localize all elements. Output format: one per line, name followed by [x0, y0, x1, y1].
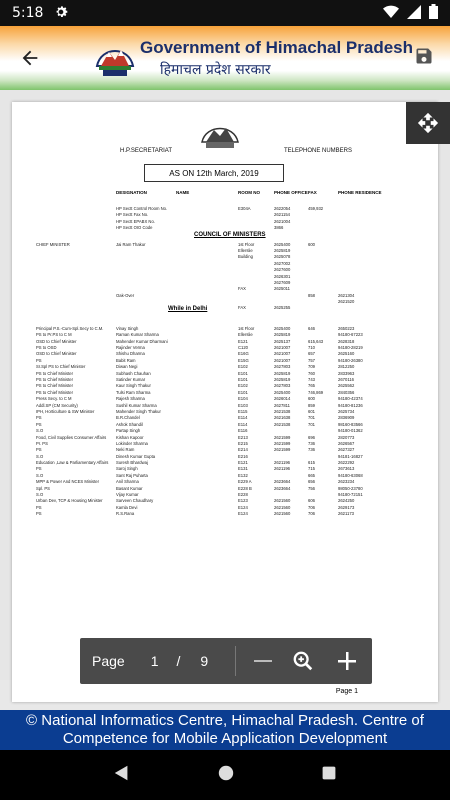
cell-phone-office: 2621538 — [274, 421, 291, 427]
cell-name: HP Sectt Fax No. — [116, 212, 149, 218]
cell-name: Sushil Kumar Sharma — [116, 402, 157, 408]
page-separator: / — [176, 653, 181, 669]
cell-designation: PS to Pr.PS to C M — [36, 332, 72, 338]
cell-designation: PS — [36, 511, 42, 517]
cell-room: E15G — [238, 357, 249, 363]
cell-room: E16G — [238, 351, 249, 357]
cell-name: Raman Kumar Sharma — [116, 332, 159, 338]
cell-phone-office: 2621004 — [274, 218, 291, 224]
cell-room: E102 — [238, 383, 248, 389]
cell-room: E101 — [238, 370, 248, 376]
cell-name: Jai Ram Thakur — [116, 241, 146, 247]
cell-fax: 656 — [308, 479, 315, 485]
cell-room: Ellerslie — [238, 332, 253, 338]
status-time: 5:18 — [12, 5, 44, 21]
cell-fax: 756 — [308, 485, 315, 491]
cell-designation: OSD to Chief Minister — [36, 338, 77, 344]
status-bar — [0, 0, 450, 26]
column-phone-office: PHONE OFFICE — [274, 190, 308, 195]
cell-name: Kaur Singh Thakur — [116, 383, 151, 389]
cell-room: E228 B — [238, 485, 252, 491]
cell-name: R.S.Rana — [116, 511, 135, 517]
cell-name: Saroj Singh — [116, 466, 138, 472]
cell-designation: Food, Civil Supplies Consumer Affairs — [36, 434, 107, 440]
document-page-footer: Page 1 — [335, 688, 358, 695]
column-fax: FAX — [308, 190, 317, 195]
himachal-emblem-logo — [95, 36, 135, 78]
zoom-out-button[interactable] — [250, 648, 276, 674]
cell-phone-office: 2625137 — [274, 338, 291, 344]
cell-designation: IPH, Horticulture & SW Minister — [36, 408, 95, 414]
cell-designation: S.O — [36, 428, 44, 434]
cell-name: B.R.Chandel — [116, 415, 140, 421]
cell-room: E114 — [238, 415, 248, 421]
cell-room: E213 — [238, 434, 248, 440]
cell-phone-office: 2621560 — [274, 498, 291, 504]
cell-phone-residence: 2820773 — [338, 434, 355, 440]
cell-phone-office: 2621560 — [274, 511, 291, 517]
total-pages: 9 — [200, 653, 209, 669]
cell-room: E229 A — [238, 479, 252, 485]
cell-name: Diwan Negi — [116, 364, 138, 370]
pdf-viewer[interactable] — [0, 90, 450, 695]
cell-designation: PS — [36, 357, 42, 363]
cell-room: 1st Floor — [238, 325, 255, 331]
cell-phone-office: 2625078 — [274, 254, 291, 260]
cell-phone-office: 2627609 — [274, 279, 291, 285]
cell-name: Babit Ram — [116, 357, 136, 363]
cell-fax: 757 — [308, 357, 315, 363]
cell-fax: 615,643 — [308, 338, 324, 344]
nav-back-icon[interactable] — [113, 764, 131, 787]
cell-fax: 746,869 — [308, 389, 324, 395]
cell-name: Satinder Kumar — [116, 376, 146, 382]
cell-fax: 615 — [308, 460, 315, 466]
cell-room: E101 — [238, 389, 248, 395]
cell-designation: PS to Chief Minister — [36, 370, 74, 376]
cell-phone-residence: 2623234 — [338, 479, 355, 485]
cell-fax: 600 — [308, 396, 315, 402]
cell-name: Lokinder Sharma — [116, 440, 148, 446]
cell-phone-residence: 2625160 — [338, 351, 355, 357]
cell-name: HP Sectt EPABX No. — [116, 218, 155, 224]
document-date-box — [144, 164, 284, 182]
cell-phone-office: 2626014 — [274, 396, 291, 402]
cell-phone-office: 2621007 — [274, 351, 291, 357]
cell-phone-residence: 94180-28219 — [338, 345, 363, 351]
page-label: Page — [92, 653, 125, 669]
section-while-in-delhi: While in Delhi — [168, 306, 208, 312]
column-room: ROOM NO — [238, 190, 260, 195]
cell-phone-residence: 94180-42374 — [338, 396, 363, 402]
cell-phone-residence: 94181-16827 — [338, 453, 363, 459]
table-row — [36, 511, 416, 517]
column-phone-residence: PHONE RESIDENCE — [338, 190, 382, 195]
cell-designation: OSD to Chief Minister — [36, 351, 77, 357]
cell-phone-office: 2621007 — [274, 357, 291, 363]
cell-name: Rajinder Verma — [116, 345, 145, 351]
cell-phone-office: 2621538 — [274, 408, 291, 414]
cell-name: Tulsi Ram Sharma — [116, 389, 151, 395]
document-table — [36, 206, 416, 518]
nav-home-icon[interactable] — [217, 764, 235, 787]
cell-name: Ashok Shandil — [116, 421, 143, 427]
cell-designation: PS — [36, 504, 42, 510]
current-page[interactable]: 1 — [150, 653, 159, 669]
cell-fax: 701 — [308, 421, 315, 427]
cell-phone-office: 2625819 — [274, 332, 291, 338]
cell-phone-office: 2627803 — [274, 383, 291, 389]
cell-phone-office: 2625819 — [274, 376, 291, 382]
cell-phone-residence: 94180-72151 — [338, 492, 363, 498]
wifi-icon — [383, 5, 399, 22]
zoom-fit-button[interactable] — [290, 648, 316, 674]
cell-name: Neki Ram — [116, 447, 135, 453]
cell-room: E214 — [238, 447, 248, 453]
cell-designation: CHIEF MINISTER — [36, 241, 70, 247]
header-title-english: Government of Himachal Pradesh — [140, 38, 414, 57]
cell-phone-office: 2625819 — [274, 247, 291, 253]
cell-fax: 706 — [308, 504, 315, 510]
cell-name: Shishu Dharma — [116, 351, 145, 357]
cell-name: Vijay Kumar — [116, 492, 139, 498]
cell-fax: 657 — [308, 351, 315, 357]
cell-phone-residence: 2622292 — [338, 460, 355, 466]
cell-phone-office: 2625400 — [274, 241, 291, 247]
cell-room: 1st Floor — [238, 241, 255, 247]
cell-name: Suresh Bhardwaj — [116, 460, 148, 466]
cell-room: E103 — [238, 402, 248, 408]
cell-fax: 601 — [308, 408, 315, 414]
cell-name: Kamla Devi — [116, 504, 138, 510]
cell-room: E124 — [238, 511, 248, 517]
cell-name: Mahender Kumar Dharmani — [116, 338, 168, 344]
cell-name: Sant Raj Puharta — [116, 472, 148, 478]
cell-phone-residence: 94180-26380 — [338, 357, 363, 363]
document-title: TELEPHONE NUMBERS — [284, 148, 353, 154]
system-navigation-bar — [0, 750, 450, 800]
cell-phone-residence: 94180-63068 — [338, 472, 363, 478]
cell-phone-office: 2621599 — [274, 447, 291, 453]
cell-designation: Spl. PS — [36, 485, 50, 491]
cell-designation: Press Secy. to C M — [36, 396, 72, 402]
cell-name: Oak-Over — [116, 292, 135, 298]
cell-phone-office: 3866 — [274, 225, 284, 231]
cell-fax: 736 — [308, 447, 315, 453]
page-navigation-bar — [80, 638, 372, 684]
section-council-of-ministers: COUNCIL OF MINISTERS — [194, 232, 266, 238]
credits-footer — [0, 710, 450, 750]
battery-icon — [429, 4, 438, 22]
minus-icon — [254, 659, 272, 663]
cell-room: E124 — [238, 504, 248, 510]
cell-designation: Urban Dev, TCP & Housing Minister — [36, 498, 103, 504]
cell-room: E228 — [238, 492, 248, 498]
cell-fax: 665 — [308, 472, 315, 478]
cell-name: Partap Singh — [116, 428, 141, 434]
cell-designation: Sr.Spl PS to Chief Minister — [36, 364, 86, 370]
cell-room: FAX — [238, 286, 246, 292]
cell-phone-office: 2621196 — [274, 466, 290, 472]
cell-designation: PS to OSD — [36, 345, 57, 351]
cell-phone-office: 2621154 — [274, 212, 290, 218]
column-designation: DESIGNATION — [116, 190, 147, 195]
header-title-hindi: हिमाचल प्रदेश सरकार — [160, 62, 271, 78]
cell-room: E216 — [238, 453, 248, 459]
cell-designation: MPP & Power And NCES Minister — [36, 479, 99, 485]
cell-designation: S.O — [36, 472, 44, 478]
cell-designation: PS to Chief Minister — [36, 376, 74, 382]
table-row — [36, 225, 416, 231]
cell-room: E123 — [238, 498, 248, 504]
cell-name: HP Sectt Control Room No. — [116, 206, 168, 211]
document-as-on: AS ON 12th March, 2019 — [169, 168, 259, 178]
cell-phone-office: 2623664 — [274, 479, 291, 485]
cell-phone-residence: 94180-67223 — [338, 332, 363, 338]
cell-name: Rajesh Sharma — [116, 396, 145, 402]
cell-designation: PS to Chief Minister — [36, 383, 74, 389]
cell-fax: 706 — [308, 511, 315, 517]
cell-designation: S.O — [36, 453, 44, 459]
cell-phone-residence: 2621520 — [338, 299, 355, 305]
cell-phone-residence: 2626567 — [338, 440, 355, 446]
cell-room: E116 — [238, 428, 248, 434]
cell-fax: 743 — [308, 376, 315, 382]
cell-room: C120 — [238, 345, 249, 351]
cell-designation: S.O — [36, 492, 44, 498]
cell-fax: 646 — [308, 325, 315, 331]
pdf-page — [12, 102, 438, 702]
cell-name: Subhash Chauhan — [116, 370, 151, 376]
cell-phone-office: 2625011 — [274, 286, 290, 292]
cell-designation: Principal P.S.-Cum-Spl.Secy to C.M. — [36, 325, 104, 331]
cell-phone-residence: 2625562 — [338, 383, 355, 389]
cell-phone-residence: 2650223 — [338, 325, 355, 331]
cell-fax: 701 — [308, 415, 315, 421]
cell-fax: 606 — [308, 498, 315, 504]
cell-room: Building — [238, 254, 253, 260]
footer-line-1: © National Informatics Centre, Himachal Pradesh. Centre of — [26, 712, 424, 729]
cell-phone-residence: 2628318 — [338, 338, 355, 344]
cell-name: Kishan Kapoor — [116, 434, 144, 440]
cell-name: Mahender Singh Thakur — [116, 408, 161, 414]
cell-room: E121 — [238, 338, 248, 344]
cell-fax: 760 — [308, 370, 315, 376]
cell-fax: 710 — [308, 345, 315, 351]
move-arrows-icon — [417, 112, 439, 134]
cell-fax: 765 — [308, 383, 315, 389]
cell-phone-office: 2625400 — [274, 325, 291, 331]
cell-fax: 859 — [308, 402, 315, 408]
cell-phone-residence: 2621304 — [338, 292, 355, 298]
cell-phone-office: 2621196 — [274, 460, 290, 466]
cell-phone-office: 2627600 — [274, 267, 291, 273]
cell-room: E304A — [238, 206, 251, 211]
cell-fax: 709 — [308, 364, 315, 370]
cell-phone-office: 2621599 — [274, 440, 291, 446]
cell-room: E101 — [238, 376, 248, 382]
cell-phone-office: 2621007 — [274, 345, 291, 351]
cell-room: E215 — [238, 440, 248, 446]
zoom-magnifier-icon — [292, 650, 314, 672]
nav-recents-icon[interactable] — [321, 765, 337, 786]
cell-fax: 736 — [308, 440, 315, 446]
cell-phone-residence: 2812250 — [338, 364, 355, 370]
cell-phone-office: 2625255 — [274, 305, 291, 311]
cell-designation: PS — [36, 415, 42, 421]
signal-icon — [407, 5, 421, 22]
cell-phone-residence: 2840356 — [338, 389, 355, 395]
zoom-in-button[interactable] — [334, 648, 360, 674]
cell-phone-residence: 2627327 — [338, 447, 355, 453]
cell-room: E115 — [238, 408, 248, 414]
cell-phone-residence: 2833963 — [338, 370, 355, 376]
cell-name: Basant Kumar — [116, 485, 143, 491]
cell-fax: 858 — [308, 292, 315, 298]
cell-fax: 600 — [308, 241, 315, 247]
cell-fax: 696 — [308, 434, 315, 440]
cell-phone-office: 2627811 — [274, 402, 290, 408]
cell-room: E104 — [238, 396, 248, 402]
cell-designation: PS — [36, 447, 42, 453]
document-emblem — [200, 120, 240, 150]
cell-phone-residence: 2629173 — [338, 504, 355, 510]
cell-fax: 715 — [308, 466, 315, 472]
save-floppy-icon[interactable] — [414, 46, 436, 68]
cell-phone-office: 2626301 — [274, 273, 291, 279]
footer-line-2: Competence for Mobile Application Development — [62, 730, 388, 747]
back-arrow-icon[interactable] — [14, 42, 46, 74]
cell-name: Anil Sharma — [116, 479, 139, 485]
settings-gear-icon — [53, 4, 69, 23]
pan-move-button[interactable] — [406, 102, 450, 144]
cell-phone-residence: 2621173 — [338, 511, 354, 517]
cell-room: E131 — [238, 466, 248, 472]
cell-phone-office: 2621638 — [274, 415, 291, 421]
pager-divider — [235, 646, 236, 676]
column-name: NAME — [176, 190, 190, 195]
cell-phone-office: 2622054 — [274, 206, 291, 211]
cell-phone-residence: 94180-81236 — [338, 402, 363, 408]
cell-phone-residence: 94180-01362 — [338, 428, 363, 434]
cell-name: Dinesh Kumar Gupta — [116, 453, 156, 459]
cell-phone-office: 2627002 — [274, 260, 291, 266]
cell-name: Vinay Singh — [116, 325, 139, 331]
cell-room: E102 — [238, 364, 248, 370]
cell-phone-office: 2627803 — [274, 364, 291, 370]
cell-phone-residence: 98050-23780 — [338, 485, 363, 491]
cell-fax: 459,932 — [308, 206, 324, 211]
cell-designation: PS — [36, 421, 42, 427]
cell-phone-residence: 2624250 — [338, 498, 355, 504]
cell-room: FAX — [238, 305, 246, 311]
cell-phone-residence: 2673613 — [338, 466, 355, 472]
cell-room: E114 — [238, 421, 248, 427]
cell-phone-office: 2625819 — [274, 370, 291, 376]
table-row — [36, 305, 416, 311]
document-office: H.P.SECRETARIAT — [120, 148, 173, 154]
cell-designation: Pr. PS — [36, 440, 48, 446]
cell-designation: Education ,Law & Parliamentary Affairs — [36, 460, 109, 466]
cell-phone-residence: 98160-83566 — [338, 421, 363, 427]
cell-phone-office: 2621599 — [274, 434, 291, 440]
cell-phone-office: 2625400 — [274, 389, 291, 395]
app-header — [0, 26, 450, 90]
cell-name: Sarveen Chaudhary — [116, 498, 154, 504]
cell-designation: PS to Chief Minister — [36, 389, 74, 395]
cell-room: E132 — [238, 472, 248, 478]
cell-phone-office: 2621560 — [274, 504, 291, 510]
cell-name: HP Sectt OIO Code — [116, 225, 153, 231]
plus-icon — [338, 652, 356, 670]
cell-phone-residence: 2625734 — [338, 408, 355, 414]
cell-designation: Addl.SP (CM Security) — [36, 402, 78, 408]
cell-room: Ellerslie — [238, 247, 253, 253]
cell-phone-residence: 2836909 — [338, 415, 355, 421]
cell-phone-office: 2623664 — [274, 485, 291, 491]
cell-phone-residence: 2670116 — [338, 376, 354, 382]
cell-designation: PS — [36, 466, 42, 472]
cell-room: E121 — [238, 460, 248, 466]
